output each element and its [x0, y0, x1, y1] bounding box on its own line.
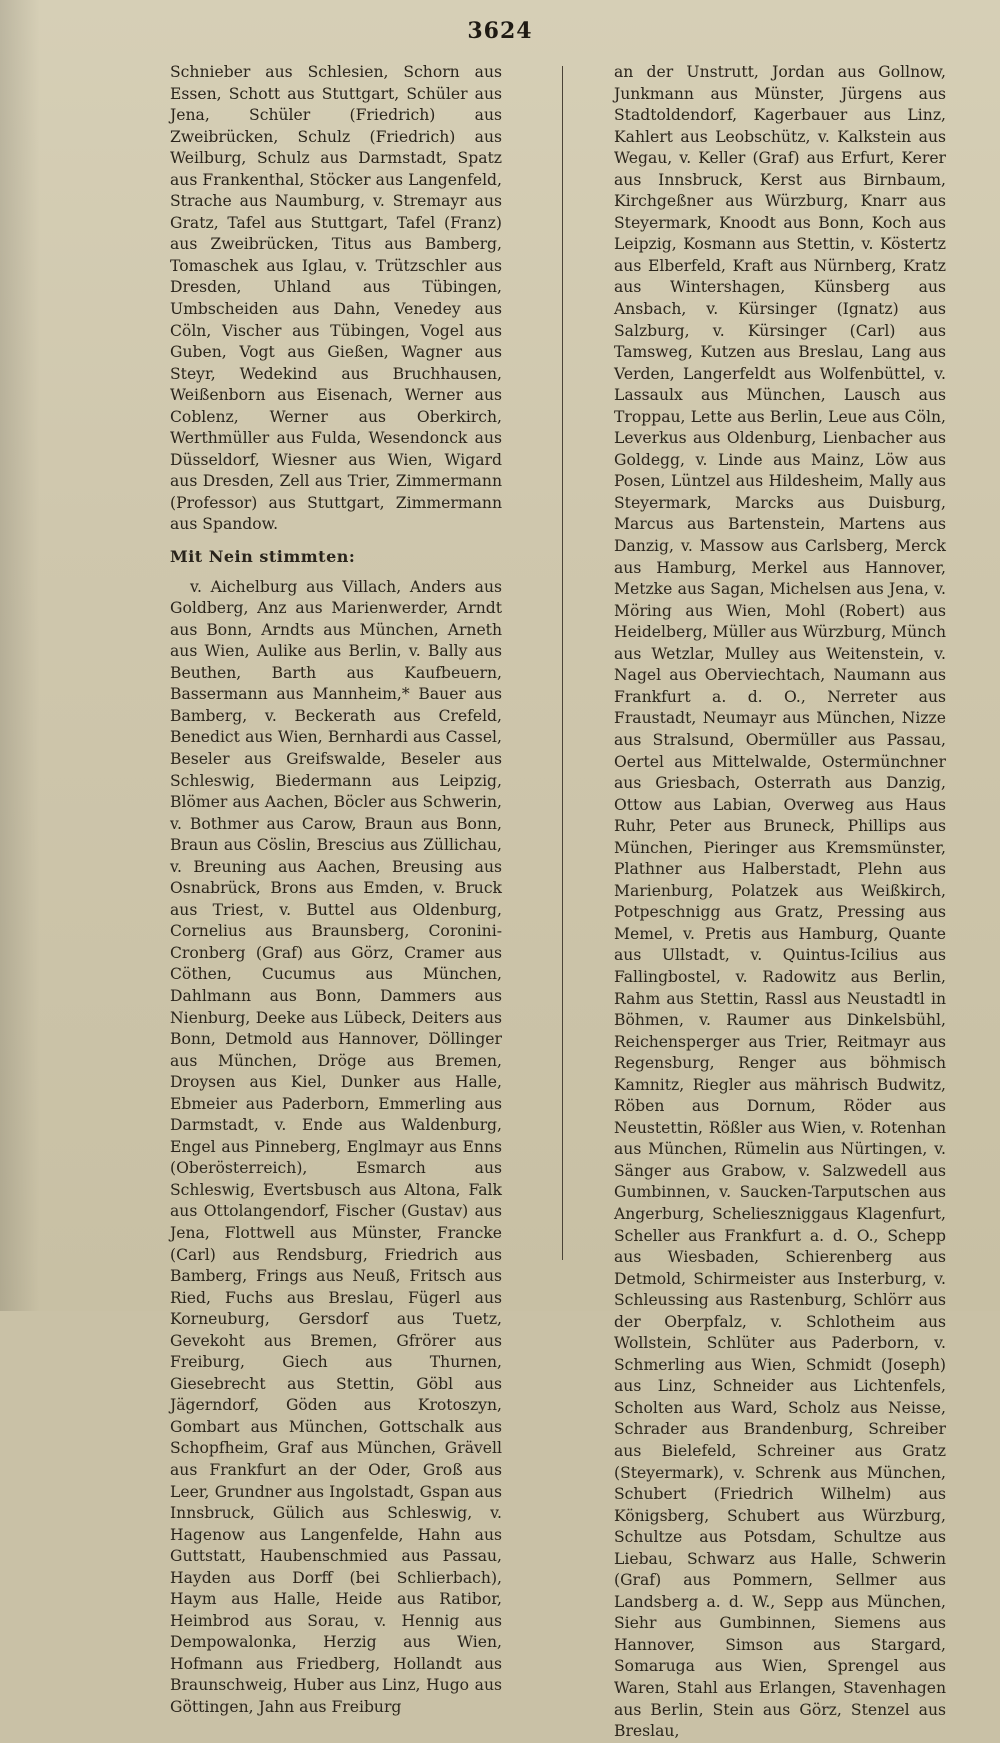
left-column — [170, 62, 502, 1717]
left-column-paragraph-2: v. Aichelburg aus Villach, Anders aus Goldberg, Anz aus Marienwerder, Arndt aus Bonn, Arndts aus München, Arneth aus Wien, Aulike aus Berlin, v. Bally aus Beuthen, Barth aus Kaufbeuern, Bassermann aus Mannheim,* Bauer aus Bamberg, v. Beckerath aus Crefeld, Benedict aus Wien, Bernhardi aus Cassel, Beseler aus Greifswalde, Beseler aus Schleswig, Biedermann aus Leipzig, Blömer aus Aachen, Böcler aus Schwerin, v. Bothmer aus Carow, Braun aus Bonn, Braun aus Cöslin, Brescius aus Züllichau, v. Breuning aus Aachen, Breusing aus Osnabrück, Brons aus Emden, v. Bruck aus Triest, v. Buttel aus Oldenburg, Cornelius aus Braunsberg, Coronini-Cronberg (Graf) aus Görz, Cramer aus Cöthen, Cucumus aus München, Dahlmann aus Bonn, Dammers aus Nienburg, Deeke aus Lübeck, Deiters aus Bonn, Detmold aus Hannover, Döllinger aus München, Dröge aus Bremen, Droysen aus Kiel, Dunker aus Halle, Ebmeier aus Paderborn, Emmerling aus Darmstadt, v. Ende aus Waldenburg, Engel aus Pinneberg, Englmayr aus Enns (Oberösterreich), Esmarch aus Schleswig, Evertsbusch aus Altona, Falk aus Ottolangendorf, Fischer (Gustav) aus Jena, Flottwell aus Münster, Francke (Carl) aus Rendsburg, Friedrich aus Bamberg, Frings aus Neuß, Fritsch aus Ried, Fuchs aus Breslau, Fügerl aus Korneuburg, Gersdorf aus Tuetz, Gevekoht aus Bremen, Gfrörer aus Freiburg, Giech aus Thurnen, Giesebrecht aus Stettin, Göbl aus Jägerndorf, Göden aus Krotoszyn, Gombart aus München, Gottschalk aus Schopfheim, Graf aus München, Grävell aus Frankfurt an der Oder, Groß aus Leer, Grundner aus Ingolstadt, Gspan aus Innsbruck, Gülich aus Schleswig, v. Hagenow aus Langenfelde, Hahn aus Guttstatt, Haubenschmied aus Passau, Hayden aus Dorff (bei Schlierbach), Haym aus Halle, Heide aus Ratibor, Heimbrod aus Sorau, v. Hennig aus Dempowalonka, Herzig aus Wien, Hofmann aus Friedberg, Hollandt aus Braunschweig, Huber aus Linz, Hugo aus Göttingen, Jahn aus Freiburg — [170, 577, 502, 1717]
page-gutter-shadow — [0, 0, 40, 1311]
column-divider — [562, 66, 563, 1260]
right-column — [614, 62, 946, 1741]
right-column-paragraph-1: an der Unstrutt, Jordan aus Gollnow, Junkmann aus Münster, Jürgens aus Stadtoldendorf, Kagerbauer aus Linz, Kahlert aus Leobschütz, v. Kalkstein aus Wegau, v. Keller (Graf) aus Erfurt, Kerer aus Innsbruck, Kerst aus Birnbaum, Kirchgeßner aus Würzburg, Knarr aus Steyermark, Knoodt aus Bonn, Koch aus Leipzig, Kosmann aus Stettin, v. Köstertz aus Elberfeld, Kraft aus Nürnberg, Kratz aus Wintershagen, Künsberg aus Ansbach, v. Kürsinger (Ignatz) aus Salzburg, v. Kürsinger (Carl) aus Tamsweg, Kutzen aus Breslau, Lang aus Verden, Langerfeldt aus Wolfenbüttel, v. Lassaulx aus München, Lausch aus Troppau, Lette aus Berlin, Leue aus Cöln, Leverkus aus Oldenburg, Lienbacher aus Goldegg, v. Linde aus Mainz, Löw aus Posen, Lüntzel aus Hildesheim, Mally aus Steyermark, Marcks aus Duisburg, Marcus aus Bartenstein, Martens aus Danzig, v. Massow aus Carlsberg, Merck aus Hamburg, Merkel aus Hannover, Metzke aus Sagan, Michelsen aus Jena, v. Möring aus Wien, Mohl (Robert) aus Heidelberg, Müller aus Würzburg, Münch aus Wetzlar, Mulley aus Weitenstein, v. Nagel aus Oberviechtach, Naumann aus Frankfurt a. d. O., Nerreter aus Fraustadt, Neumayr aus München, Nizze aus Stralsund, Obermüller aus Passau, Oertel aus Mittelwalde, Ostermünchner aus Griesbach, Osterrath aus Danzig, Ottow aus Labian, Overweg aus Haus Ruhr, Peter aus Bruneck, Phillips aus München, Pieringer aus Kremsmünster, Plathner aus Halberstadt, Plehn aus Marienburg, Polatzek aus Weißkirch, Potpeschnigg aus Gratz, Pressing aus Memel, v. Pretis aus Hamburg, Quante aus Ullstadt, v. Quintus-Icilius aus Fallingbostel, v. Radowitz aus Berlin, Rahm aus Stettin, Rassl aus Neustadtl in Böhmen, v. Raumer aus Dinkelsbühl, Reichensperger aus Trier, Reitmayr aus Regensburg, Renger aus böhmisch Kamnitz, Riegler aus mährisch Budwitz, Röben aus Dornum, Röder aus Neustettin, Rößler aus Wien, v. Rotenhan aus München, Rümelin aus Nürtingen, v. Sänger aus Grabow, v. Salzwedell aus Gumbinnen, v. Saucken-Tarputschen aus Angerburg, Schelieszniggaus Klagenfurt, Scheller aus Frankfurt a. d. O., Schepp aus Wiesbaden, Schierenberg aus Detmold, Schirmeister aus Insterburg, v. Schleussing aus Rastenburg, Schlörr aus der Oberpfalz, v. Schlotheim aus Wollstein, Schlüter aus Paderborn, v. Schmerling aus Wien, Schmidt (Joseph) aus Linz, Schneider aus Lichtenfels, Scholten aus Ward, Scholz aus Neisse, Schrader aus Brandenburg, Schreiber aus Bielefeld, Schreiner aus Gratz (Steyermark), v. Schrenk aus München, Schubert (Friedrich Wilhelm) aus Königsberg, Schubert aus Würzburg, Schultze aus Potsdam, Schultze aus Liebau, Schwarz aus Halle, Schwerin (Graf) aus Pommern, Sellmer aus Landsberg a. d. W., Sepp aus München, Siehr aus Gumbinnen, Siemens aus Hannover, Simson aus Stargard, Somaruga aus Wien, Sprengel aus Waren, Stahl aus Erlangen, Stavenhagen aus Berlin, Stein aus Görz, Stenzel aus Breslau, — [614, 63, 946, 1741]
section-heading-nein: Mit Nein stimmten: — [170, 547, 356, 567]
page-number: 3624 — [467, 18, 533, 44]
left-column-paragraph-1: Schnieber aus Schlesien, Schorn aus Essen, Schott aus Stuttgart, Schüler aus Jena, Schüler (Friedrich) aus Zweibrücken, Schulz (Friedrich) aus Weilburg, Schulz aus Darmstadt, Spatz aus Frankenthal, Stöcker aus Langenfeld, Strache aus Naumburg, v. Stremayr aus Gratz, Tafel aus Stuttgart, Tafel (Franz) aus Zweibrücken, Titus aus Bamberg, Tomaschek aus Iglau, v. Trützschler aus Dresden, Uhland aus Tübingen, Umbscheiden aus Dahn, Venedey aus Cöln, Vischer aus Tübingen, Vogel aus Guben, Vogt aus Gießen, Wagner aus Steyr, Wedekind aus Bruchhausen, Weißenborn aus Eisenach, Werner aus Coblenz, Werner aus Oberkirch, Werthmüller aus Fulda, Wesendonck aus Düsseldorf, Wiesner aus Wien, Wigard aus Dresden, Zell aus Trier, Zimmermann (Professor) aus Stuttgart, Zimmermann aus Spandow. — [170, 63, 502, 534]
